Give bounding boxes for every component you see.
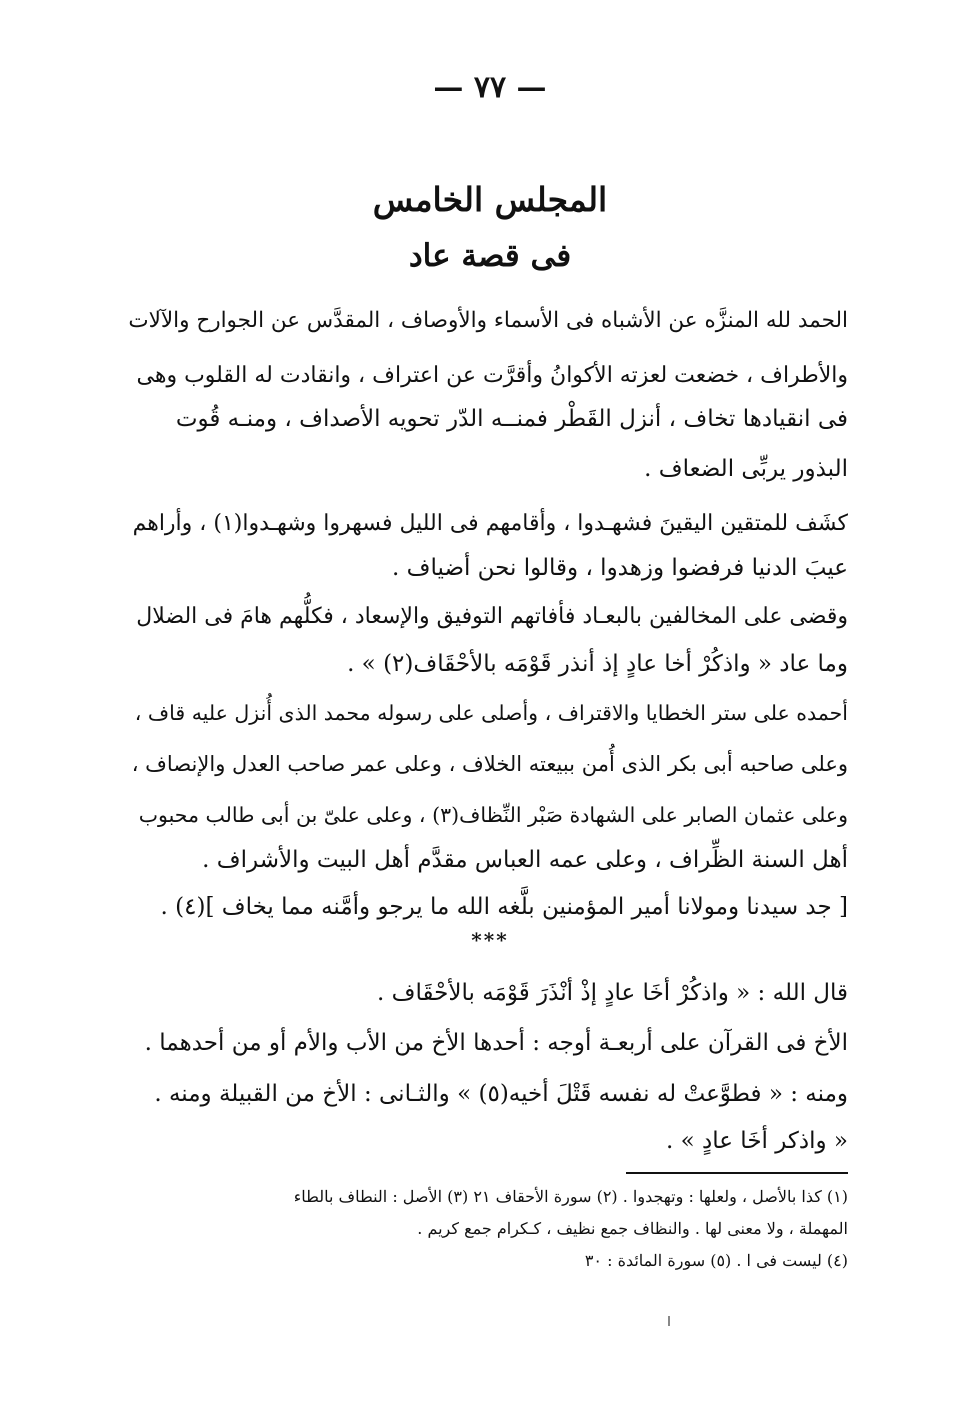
footnote-rule [626,1172,848,1174]
body-line: [ جد سيدنا ومولانا أمير المؤمنين بلَّغه الله ما يرجو وأمَّنه مما يخاف ](٤) . [160,894,848,920]
body-line: أحمده على ستر الخطايا والاقتراف ، وأصلى على رسوله محمد الذى أُنزل عليه قاف ، [134,701,848,725]
footnote-line: المهملة ، ولا معنى لها . والنظاف جمع نظيف ، كـكرام جمع كريم . [417,1219,848,1238]
body-line: أهل السنة الظِّراف ، وعلى عمه العباس مقدَّم أهل البيت والأشراف . [202,847,848,873]
body-line: وقضى على المخالفين بالبعـاد فأفاتهم التوفيق والإسعاد ، فكلُّهم هامَ فى الضلال [136,604,848,629]
body-line: عيبَ الدنيا فرفضوا وزهدوا ، وقالوا نحن أضياف . [392,555,848,581]
body-line: كشَف للمتقين اليقينَ فشهـدوا ، وأقامهم فى الليل فسهروا وشهـدوا(١) ، وأراهم [132,511,848,536]
footnote-line: (٤) ليست فى ا . (٥) سورة المائدة : ٣٠ [584,1251,848,1270]
body-line: وما عاد « واذكُرْ أخا عادٍ إذ أنذر قَوْمَه بالأحْقَاف(٢) » . [347,651,848,677]
body-line: الحمد لله المنزَّه عن الأشباه فى الأسماء والأوصاف ، المقدَّس عن الجوارح والآلات [128,308,848,333]
body-line: فى انقيادها تخاف ، أنزل القَطْر فمنــه الدّر تحويه الأصداف ، ومنـه قُوت [175,406,848,432]
body-line: قال الله : « واذكُرْ أخَا عادٍ إذْ أنْذَرَ قَوْمَه بالأحْقَاف . [377,980,848,1006]
body-line: وعلى عثمان الصابر على الشهادة صَبْر النِّظاف(٣) ، وعلى علىّ بن أبى طالب محبوب [138,803,848,827]
section-subtitle: فى قصة عاد [408,238,572,274]
scan-mark [668,1316,670,1326]
page-number: — ٧٧ — [433,70,547,105]
body-line: ومنه : « فطوَّعتْ له نفسه قَتْلَ أخيه(٥) » والثـانى : الأخ من القبيلة ومنه . [154,1081,848,1107]
section-title: المجلس الخامس [372,180,608,219]
footnote-line: (١) كذا بالأصل ، ولعلها : وتهجدوا . (٢) سورة الأحقاف ٢١ (٣) الأصل : النطاف بالطاء [293,1187,848,1206]
body-line: الأخ فى القرآن على أربعـة أوجه : أحدها الأخ من الأب والأم أو من أحدهما . [144,1030,848,1056]
body-line: البذور يربِّى الضعاف . [644,456,848,482]
body-line: والأطراف ، خضعت لعزته الأكوانُ وأقرَّت عن اعتراف ، وانقادت له القلوب وهى [136,363,848,388]
section-separator: *** [471,928,509,952]
body-line: « واذكر أخَا عادٍ » . [666,1128,848,1154]
body-line: وعلى صاحبه أبى بكر الذى أُمن ببيعته الخلاف ، وعلى عمر صاحب العدل والإنصاف ، [131,752,848,776]
